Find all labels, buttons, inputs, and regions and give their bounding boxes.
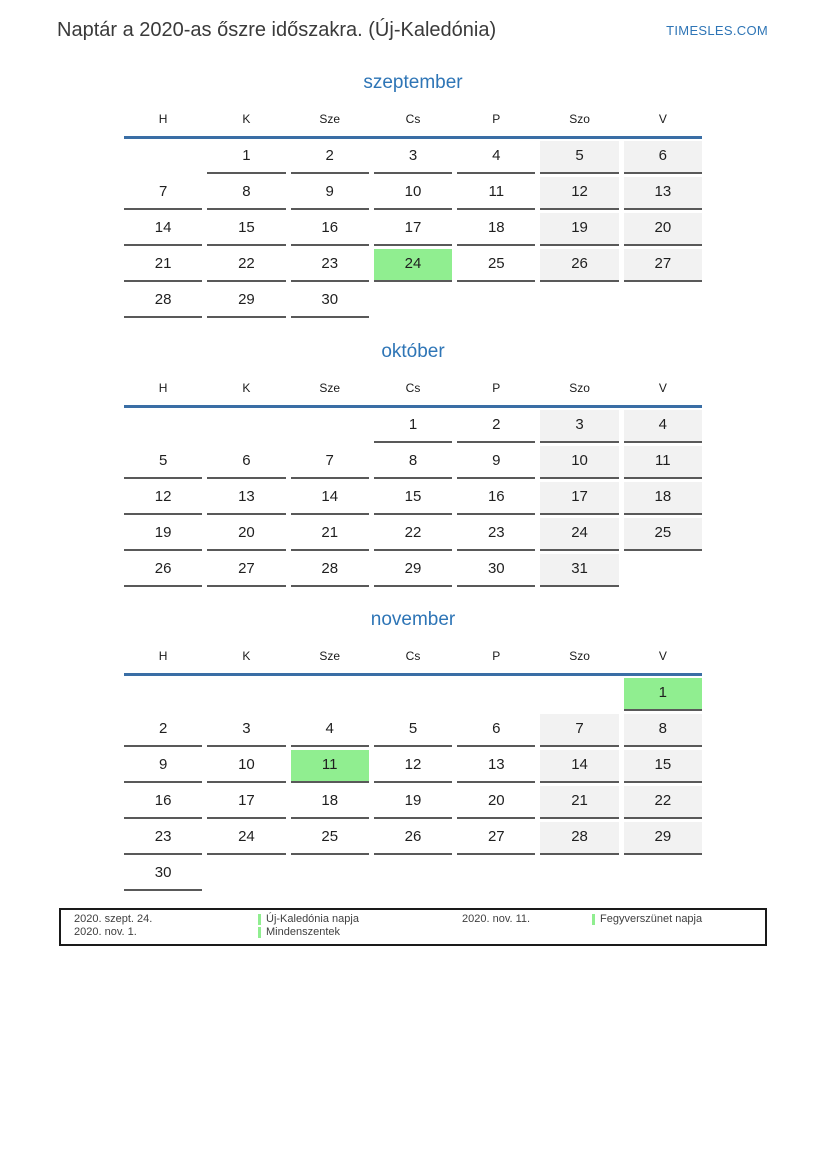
empty-cell bbox=[540, 858, 618, 891]
day-cell: 23 bbox=[457, 518, 535, 551]
day-cell: 7 bbox=[124, 177, 202, 210]
weekday-label: H bbox=[158, 112, 168, 126]
weekday-label: V bbox=[658, 381, 667, 395]
day-cell: 30 bbox=[291, 285, 369, 318]
legend-date: 2020. szept. 24. bbox=[74, 913, 153, 925]
holiday-color-bar-icon bbox=[592, 914, 595, 925]
day-cell: 9 bbox=[457, 446, 535, 479]
weekday-label: Szo bbox=[569, 112, 590, 126]
day-cell: 18 bbox=[624, 482, 702, 515]
day-cell: 2 bbox=[457, 410, 535, 443]
day-cell: 9 bbox=[291, 177, 369, 210]
day-cell: 8 bbox=[207, 177, 285, 210]
weekday-header-row bbox=[124, 381, 702, 395]
day-cell: 17 bbox=[540, 482, 618, 515]
weekday-label: K bbox=[242, 649, 251, 663]
day-cell: 26 bbox=[540, 249, 618, 282]
day-cell: 8 bbox=[624, 714, 702, 747]
day-cell: 20 bbox=[457, 786, 535, 819]
empty-cell bbox=[457, 285, 535, 318]
day-cell: 15 bbox=[207, 213, 285, 246]
empty-cell bbox=[624, 554, 702, 587]
weekday-label: Cs bbox=[405, 112, 421, 126]
day-cell: 31 bbox=[540, 554, 618, 587]
day-cell: 20 bbox=[624, 213, 702, 246]
empty-cell bbox=[624, 285, 702, 318]
day-cell: 12 bbox=[540, 177, 618, 210]
empty-cell bbox=[457, 858, 535, 891]
day-cell: 25 bbox=[624, 518, 702, 551]
day-cell: 28 bbox=[124, 285, 202, 318]
day-cell: 16 bbox=[291, 213, 369, 246]
day-cell: 24 bbox=[207, 822, 285, 855]
day-cell: 11 bbox=[291, 750, 369, 783]
day-cell: 29 bbox=[374, 554, 452, 587]
weekday-label: H bbox=[158, 649, 168, 663]
timesles-link[interactable]: TIMESLES.COM bbox=[666, 23, 768, 38]
empty-cell bbox=[374, 678, 452, 711]
day-cell: 24 bbox=[540, 518, 618, 551]
day-cell: 8 bbox=[374, 446, 452, 479]
weekday-label: Sze bbox=[319, 649, 341, 663]
legend-date: 2020. nov. 11. bbox=[462, 913, 531, 925]
empty-cell bbox=[291, 410, 369, 443]
day-cell: 16 bbox=[124, 786, 202, 819]
empty-cell bbox=[291, 858, 369, 891]
weekday-header-row bbox=[124, 112, 702, 126]
day-cell: 1 bbox=[207, 141, 285, 174]
day-cell: 26 bbox=[124, 554, 202, 587]
day-cell: 11 bbox=[457, 177, 535, 210]
day-cell: 1 bbox=[374, 410, 452, 443]
weekday-header-row bbox=[124, 649, 702, 663]
holiday-color-bar-icon bbox=[258, 914, 261, 925]
day-cell: 3 bbox=[207, 714, 285, 747]
legend-label: Új-Kaledónia napja bbox=[266, 913, 359, 925]
legend-label: Mindenszentek bbox=[266, 926, 340, 938]
weekday-label: V bbox=[658, 649, 667, 663]
day-cell: 15 bbox=[374, 482, 452, 515]
day-cell: 6 bbox=[624, 141, 702, 174]
weekday-label: Szo bbox=[569, 381, 590, 395]
empty-cell bbox=[374, 285, 452, 318]
day-cell: 23 bbox=[291, 249, 369, 282]
day-cell: 4 bbox=[624, 410, 702, 443]
empty-cell bbox=[124, 141, 202, 174]
day-cell: 10 bbox=[207, 750, 285, 783]
weekday-label: P bbox=[492, 112, 501, 126]
day-cell: 13 bbox=[207, 482, 285, 515]
empty-cell bbox=[291, 678, 369, 711]
day-cell: 7 bbox=[291, 446, 369, 479]
day-cell: 20 bbox=[207, 518, 285, 551]
day-cell: 21 bbox=[124, 249, 202, 282]
day-cell: 5 bbox=[124, 446, 202, 479]
day-cell: 19 bbox=[540, 213, 618, 246]
legend-item bbox=[592, 913, 702, 926]
day-cell: 14 bbox=[291, 482, 369, 515]
day-cell: 30 bbox=[124, 858, 202, 891]
day-grid bbox=[124, 678, 702, 891]
day-cell: 13 bbox=[624, 177, 702, 210]
header-divider-line bbox=[124, 405, 702, 408]
day-cell: 4 bbox=[457, 141, 535, 174]
day-cell: 4 bbox=[291, 714, 369, 747]
legend-item bbox=[258, 913, 359, 926]
empty-cell bbox=[207, 858, 285, 891]
empty-cell bbox=[207, 678, 285, 711]
day-cell: 19 bbox=[374, 786, 452, 819]
empty-cell bbox=[124, 678, 202, 711]
day-cell: 3 bbox=[540, 410, 618, 443]
day-grid bbox=[124, 141, 702, 318]
day-cell: 1 bbox=[624, 678, 702, 711]
day-cell: 26 bbox=[374, 822, 452, 855]
day-cell: 19 bbox=[124, 518, 202, 551]
weekday-label: V bbox=[658, 112, 667, 126]
day-cell: 22 bbox=[207, 249, 285, 282]
day-cell: 12 bbox=[374, 750, 452, 783]
month-title: október bbox=[381, 341, 445, 362]
weekday-label: Cs bbox=[405, 381, 421, 395]
day-cell: 16 bbox=[457, 482, 535, 515]
day-cell: 23 bbox=[124, 822, 202, 855]
weekday-label: H bbox=[158, 381, 168, 395]
day-cell: 15 bbox=[624, 750, 702, 783]
day-cell: 24 bbox=[374, 249, 452, 282]
day-cell: 10 bbox=[374, 177, 452, 210]
legend bbox=[59, 908, 767, 946]
day-cell: 27 bbox=[457, 822, 535, 855]
header-divider-line bbox=[124, 136, 702, 139]
day-cell: 9 bbox=[124, 750, 202, 783]
day-cell: 27 bbox=[624, 249, 702, 282]
empty-cell bbox=[207, 410, 285, 443]
weekday-label: K bbox=[242, 112, 251, 126]
day-cell: 5 bbox=[540, 141, 618, 174]
day-cell: 27 bbox=[207, 554, 285, 587]
day-cell: 13 bbox=[457, 750, 535, 783]
weekday-label: Cs bbox=[405, 649, 421, 663]
day-cell: 2 bbox=[124, 714, 202, 747]
header-divider-line bbox=[124, 673, 702, 676]
empty-cell bbox=[374, 858, 452, 891]
month-title: november bbox=[370, 609, 456, 630]
legend-date: 2020. nov. 1. bbox=[74, 926, 137, 938]
legend-label: Fegyverszünet napja bbox=[600, 913, 703, 925]
legend-item bbox=[258, 926, 340, 939]
weekday-label: K bbox=[242, 381, 251, 395]
day-cell: 25 bbox=[457, 249, 535, 282]
day-cell: 11 bbox=[624, 446, 702, 479]
day-cell: 6 bbox=[207, 446, 285, 479]
day-cell: 30 bbox=[457, 554, 535, 587]
day-cell: 21 bbox=[291, 518, 369, 551]
day-cell: 21 bbox=[540, 786, 618, 819]
day-grid bbox=[124, 410, 702, 587]
day-cell: 14 bbox=[540, 750, 618, 783]
day-cell: 25 bbox=[291, 822, 369, 855]
day-cell: 2 bbox=[291, 141, 369, 174]
holiday-color-bar-icon bbox=[258, 927, 261, 938]
day-cell: 5 bbox=[374, 714, 452, 747]
day-cell: 10 bbox=[540, 446, 618, 479]
day-cell: 6 bbox=[457, 714, 535, 747]
day-cell: 3 bbox=[374, 141, 452, 174]
empty-cell bbox=[124, 410, 202, 443]
weekday-label: P bbox=[492, 381, 501, 395]
day-cell: 29 bbox=[624, 822, 702, 855]
weekday-label: Sze bbox=[319, 381, 341, 395]
day-cell: 29 bbox=[207, 285, 285, 318]
day-cell: 18 bbox=[457, 213, 535, 246]
weekday-label: Szo bbox=[569, 649, 590, 663]
day-cell: 18 bbox=[291, 786, 369, 819]
empty-cell bbox=[457, 678, 535, 711]
day-cell: 17 bbox=[374, 213, 452, 246]
day-cell: 28 bbox=[291, 554, 369, 587]
empty-cell bbox=[624, 858, 702, 891]
page-title: Naptár a 2020-as őszre időszakra. (Új-Kaledónia) bbox=[57, 19, 497, 41]
day-cell: 28 bbox=[540, 822, 618, 855]
day-cell: 22 bbox=[374, 518, 452, 551]
day-cell: 7 bbox=[540, 714, 618, 747]
day-cell: 12 bbox=[124, 482, 202, 515]
day-cell: 22 bbox=[624, 786, 702, 819]
empty-cell bbox=[540, 678, 618, 711]
month-title: szeptember bbox=[363, 72, 463, 93]
day-cell: 14 bbox=[124, 213, 202, 246]
day-cell: 17 bbox=[207, 786, 285, 819]
weekday-label: Sze bbox=[319, 112, 341, 126]
weekday-label: P bbox=[492, 649, 501, 663]
empty-cell bbox=[540, 285, 618, 318]
